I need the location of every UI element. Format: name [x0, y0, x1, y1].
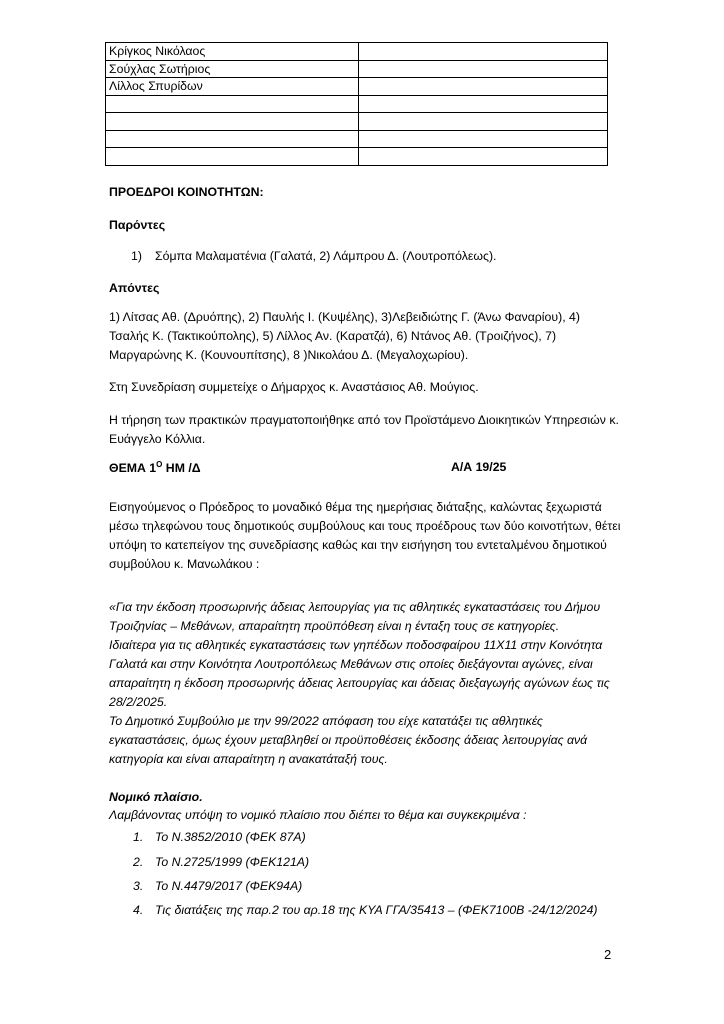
legal-list-item	[133, 828, 306, 847]
legal-list-item	[133, 877, 302, 896]
list-item-text: Τις διατάξεις της παρ.2 του αρ.18 της ΚΥΑ ΓΓΑ/35413 – (ΦΕΚ7100Β -24/12/2024)	[155, 903, 598, 917]
list-item-text: Το Ν.4479/2017 (ΦΕΚ94Α)	[155, 879, 303, 893]
paragraph-line: μέσω τηλεφώνου τους δημοτικούς συμβούλους και τους προέδρους των δύο κοινοτήτων, θέτει	[109, 519, 621, 533]
paragraph-line: υπόψη το κατεπείγον της συνεδρίασης καθώς και την εισήγηση του εντεταλμένου δημοτικού	[109, 538, 607, 552]
table-row	[106, 148, 608, 166]
members-table	[105, 42, 608, 166]
member-status-cell	[359, 130, 608, 148]
topic-label	[109, 460, 201, 475]
quote-line: Γαλατά και στην Κοινότητα Λουτροπόλεως Μεθάνων στις οποίες διεξάγονται αγώνες, είναι	[109, 657, 593, 671]
list-number: 4.	[133, 903, 144, 917]
list-number: 3.	[133, 879, 144, 893]
proposal-quote	[109, 598, 614, 769]
present-heading: Παρόντες	[109, 218, 166, 232]
paragraph-line: Τσαλής Κ. (Τακτικούπολης), 5) Λίλλος Αν. (Καρατζά), 6) Ντάνος Αθ. (Τροιζήνος), 7)	[109, 329, 557, 343]
paragraph-line: Η τήρηση των πρακτικών πραγματοποιήθηκε από τον Προϊστάμενο Διοικητικών Υπηρεσιών κ.	[109, 413, 619, 427]
topic-superscript: Ο	[156, 460, 163, 469]
paragraph-line: Εισηγούμενος ο Πρόεδρος το μοναδικό θέμα της ημερήσιας διάταξης, καλώντας ξεχωριστά	[109, 500, 602, 514]
quote-line: Τροιζηνίας – Μεθάνων, απαραίτητη προϋπόθεση είναι η ένταξη τους σε κατηγορίες.	[109, 619, 560, 633]
table-row	[106, 60, 608, 78]
presidents-heading: ΠΡΟΕΔΡΟΙ ΚΟΙΝΟΤΗΤΩΝ:	[109, 185, 264, 199]
list-item-text: Το Ν.3852/2010 (ΦΕΚ 87Α)	[155, 830, 306, 844]
member-name-cell: Σούχλας Σωτήριος	[106, 60, 359, 78]
paragraph-line: Μαργαρώνης Κ. (Κουνουπίτσης), 8 )Νικολάου Δ. (Μεγαλοχωρίου).	[109, 348, 469, 362]
quote-line: «Για την έκδοση προσωρινής άδειας λειτουργίας για τις αθλητικές εγκαταστάσεις του Δήμου	[109, 600, 601, 614]
legal-heading: Νομικό πλαίσιο.	[109, 790, 203, 804]
member-name-cell	[106, 130, 359, 148]
list-item-text: Σόμπα Μαλαματένια (Γαλατά, 2) Λάμπρου Δ. (Λουτροπόλεως).	[155, 249, 497, 263]
member-name-cell	[106, 148, 359, 166]
paragraph-line: Ευάγγελο Κόλλια.	[109, 432, 206, 446]
member-status-cell	[359, 78, 608, 96]
member-name-cell	[106, 95, 359, 113]
member-name-cell: Λίλλος Σπυρίδων	[106, 78, 359, 96]
mayor-paragraph: Στη Συνεδρίαση συμμετείχε ο Δήμαρχος κ. Αναστάσιος Αθ. Μούγιος.	[109, 380, 479, 394]
legal-list-item	[133, 853, 309, 872]
paragraph-line: συμβούλου κ. Μανωλάκου :	[109, 557, 260, 571]
topic-reference: Α/Α 19/25	[451, 460, 507, 474]
member-name-cell	[106, 113, 359, 131]
page-number: 2	[604, 947, 612, 962]
member-status-cell	[359, 43, 608, 61]
quote-line: κατηγορία και είναι απαραίτητη η ανακατάταξή τους.	[109, 752, 388, 766]
member-status-cell	[359, 148, 608, 166]
table-row	[106, 78, 608, 96]
legal-list-item	[133, 901, 598, 920]
table-row	[106, 43, 608, 61]
quote-line: εγκαταστάσεις, όμως έχουν μεταβληθεί οι προϋποθέσεις έκδοσης άδειας λειτουργίας ανά	[109, 733, 588, 747]
table-row	[106, 130, 608, 148]
member-status-cell	[359, 95, 608, 113]
table-row	[106, 95, 608, 113]
minutes-paragraph	[109, 411, 619, 449]
quote-line: Ιδιαίτερα για τις αθλητικές εγκαταστάσεις των γηπέδων ποδοσφαίρου 11Χ11 στην Κοινότητα	[109, 638, 603, 652]
quote-line: απαραίτητη η έκδοση προσωρινής άδειας λειτουργίας και άδειας διεξαγωγής αγώνων έως τις	[109, 676, 610, 690]
present-list-item	[131, 247, 496, 266]
topic-label-b: ΗΜ /Δ	[162, 461, 201, 475]
list-number: 1.	[133, 830, 144, 844]
list-number: 1)	[131, 249, 142, 263]
member-status-cell	[359, 60, 608, 78]
quote-line: Το Δημοτικό Συμβούλιο με την 99/2022 απόφαση του είχε κατατάξει τις αθλητικές	[109, 714, 543, 728]
intro-paragraph	[109, 498, 621, 574]
absent-paragraph	[109, 308, 614, 365]
list-number: 2.	[133, 855, 144, 869]
legal-intro: Λαμβάνοντας υπόψη το νομικό πλαίσιο που διέπει το θέμα και συγκεκριμένα :	[109, 808, 527, 822]
paragraph-line: 1) Λίτσας Αθ. (Δρυόπης), 2) Παυλής Ι. (Κυψέλης), 3)Λεβειδιώτης Γ. (Άνω Φαναρίου), 4)	[109, 310, 580, 324]
topic-label-a: ΘΕΜΑ 1	[109, 461, 157, 475]
member-name-cell: Κρίγκος Νικόλαος	[106, 43, 359, 61]
list-item-text: Το Ν.2725/1999 (ΦΕΚ121Α)	[155, 855, 310, 869]
quote-line: 28/2/2025.	[109, 695, 168, 709]
member-status-cell	[359, 113, 608, 131]
absent-heading: Απόντες	[109, 281, 160, 295]
table-row	[106, 113, 608, 131]
